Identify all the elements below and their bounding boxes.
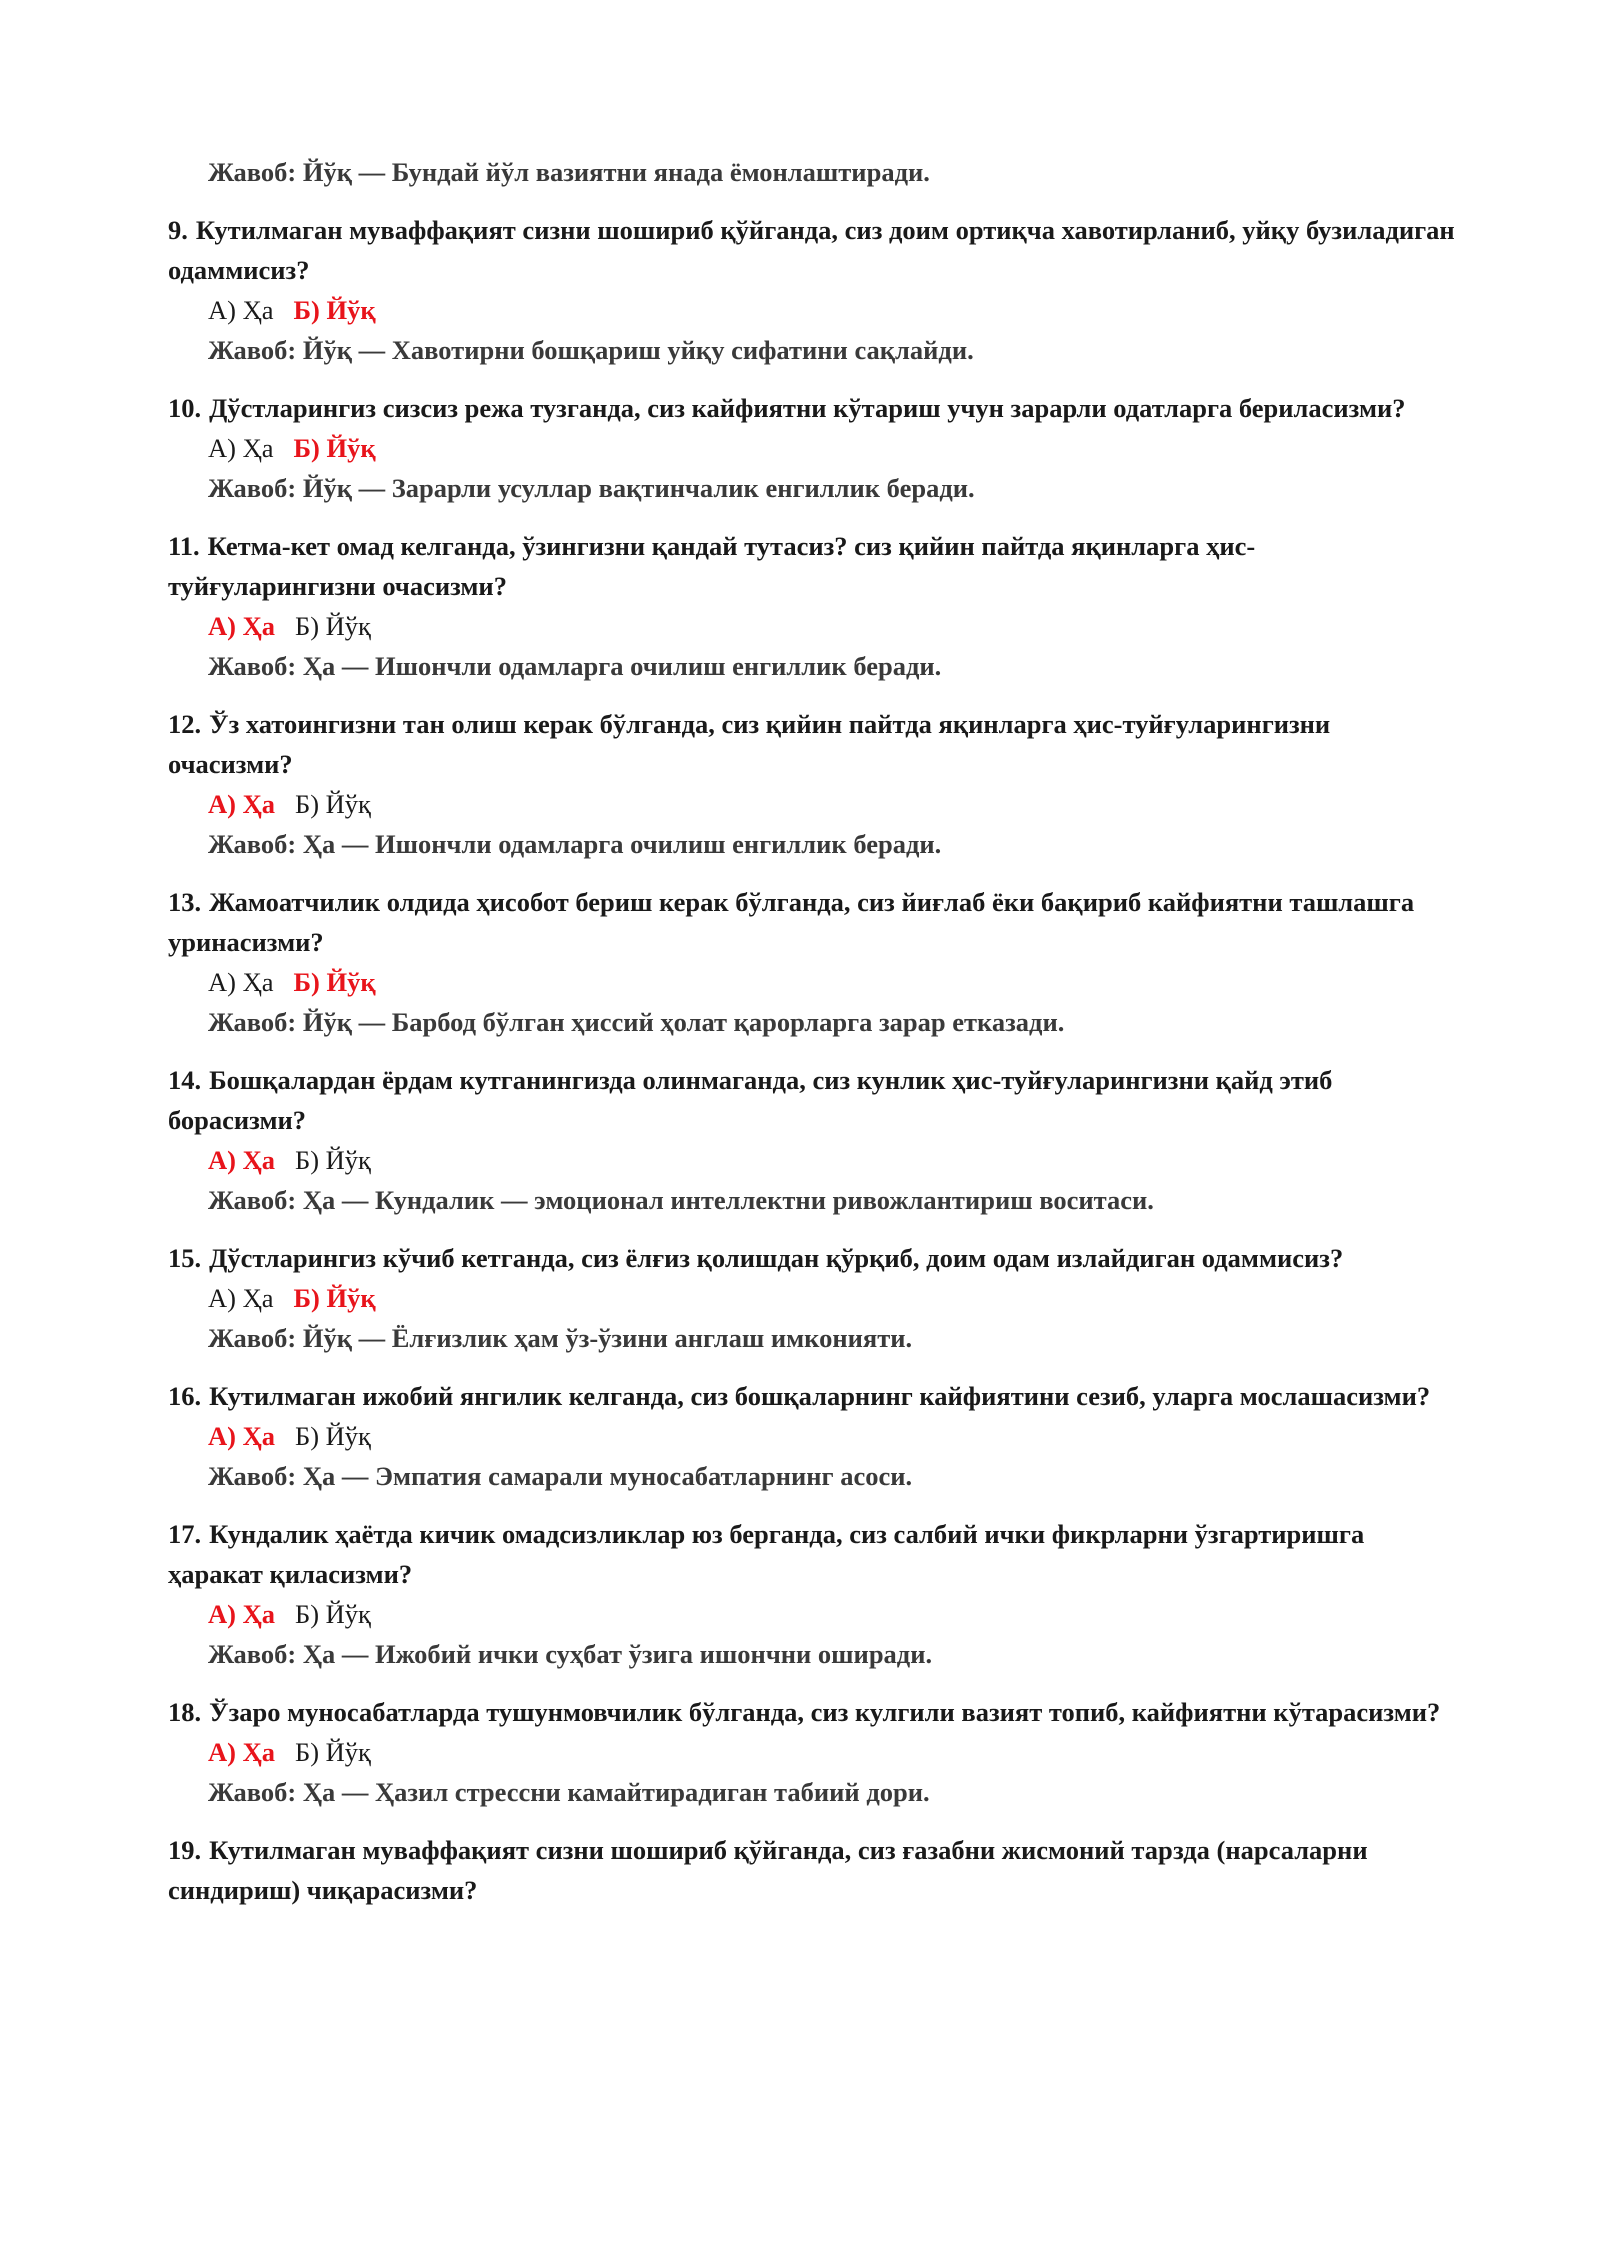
option-a-correct: А) Ҳа: [208, 789, 275, 819]
question-number: 15.: [168, 1243, 202, 1273]
question-number: 9.: [168, 215, 188, 245]
answer-line: Жавоб: Ҳа — Ҳазил стрессни камайтирадиган табиий дори.: [208, 1777, 930, 1807]
answer-line: Жавоб: Йўқ — Бундай йўл вазиятни янада ёмонлаштиради.: [208, 157, 930, 187]
option-a-correct: А) Ҳа: [208, 1421, 275, 1451]
options-row: [168, 606, 1458, 646]
options-row: [168, 1416, 1458, 1456]
question-number: 13.: [168, 887, 202, 917]
option-b: Б) Йўқ: [294, 1145, 371, 1175]
question-block: [168, 526, 1458, 686]
option-b: Б) Йўқ: [294, 1737, 371, 1767]
answer-line: Жавоб: Йўқ — Зарарли усуллар вақтинчалик енгиллик беради.: [208, 473, 975, 503]
question-block: [168, 1376, 1458, 1496]
answer-line: Жавоб: Йўқ — Барбод бўлган ҳиссий ҳолат қарорларга зарар етказади.: [208, 1007, 1065, 1037]
question-number: 16.: [168, 1381, 202, 1411]
question-text: 10. Дўстларингиз сизсиз режа тузганда, сиз кайфиятни кўтариш учун зарарли одатларга бериласизми?: [168, 393, 1406, 423]
option-b: Б) Йўқ: [294, 1599, 371, 1629]
question-block: [168, 1060, 1458, 1220]
question-text: 17. Кундалик ҳаётда кичик омадсизликлар юз берганда, сиз салбий ички фикрларни ўзгартиришга ҳаракат қиласизми?: [168, 1519, 1365, 1589]
question-block: [168, 210, 1458, 370]
question-number: 17.: [168, 1519, 202, 1549]
question-text: 11. Кетма-кет омад келганда, ўзингизни қандай тутасиз? сиз қийин пайтда яқинларга ҳис-туйғуларингизни очасизми?: [168, 531, 1256, 601]
question-number: 14.: [168, 1065, 202, 1095]
option-b-correct: Б) Йўқ: [293, 295, 376, 325]
option-a: А) Ҳа: [208, 1283, 274, 1313]
answer-line: Жавоб: Ҳа — Ишончли одамларга очилиш енгиллик беради.: [208, 829, 942, 859]
answer-line: Жавоб: Йўқ — Хавотирни бошқариш уйқу сифатини сақлайди.: [208, 335, 974, 365]
question-text: 12. Ўз хатоингизни тан олиш керак бўлганда, сиз қийин пайтда яқинларга ҳис-туйғуларингизни очасизми?: [168, 709, 1331, 779]
question-number: 10.: [168, 393, 202, 423]
question-text: 15. Дўстларингиз кўчиб кетганда, сиз ёлғиз қолишдан қўрқиб, доим одам излайдиган одаммисиз?: [168, 1243, 1344, 1273]
option-b-correct: Б) Йўқ: [293, 433, 376, 463]
options-row: [168, 290, 1458, 330]
question-text: 16. Кутилмаган ижобий янгилик келганда, сиз бошқаларнинг кайфиятини сезиб, уларга мослашасизми?: [168, 1381, 1431, 1411]
question-text: 18. Ўзаро муносабатларда тушунмовчилик бўлганда, сиз кулгили вазият топиб, кайфиятни кўтарасизми?: [168, 1697, 1441, 1727]
answer-line: Жавоб: Ҳа — Ишончли одамларга очилиш енгиллик беради.: [208, 651, 942, 681]
option-b: Б) Йўқ: [294, 1421, 371, 1451]
answer-line: Жавоб: Ҳа — Эмпатия самарали муносабатларнинг асоси.: [208, 1461, 913, 1491]
quiz-content: [168, 152, 1458, 1910]
options-row: [168, 962, 1458, 1002]
question-text: 13. Жамоатчилик олдида ҳисобот бериш керак бўлганда, сиз йиғлаб ёки бақириб кайфиятни ташлашга уринасизми?: [168, 887, 1415, 957]
option-a-correct: А) Ҳа: [208, 1145, 275, 1175]
options-row: [168, 1594, 1458, 1634]
question-number: 19.: [168, 1835, 202, 1865]
answer-line: Жавоб: Йўқ — Ёлғизлик ҳам ўз-ўзини англаш имконияти.: [208, 1323, 913, 1353]
option-a: А) Ҳа: [208, 295, 274, 325]
options-row: [168, 1278, 1458, 1318]
option-b-correct: Б) Йўқ: [293, 967, 376, 997]
option-b: Б) Йўқ: [294, 611, 371, 641]
question-block: [168, 1238, 1458, 1358]
question-text: 19. Кутилмаган муваффақият сизни шошириб қўйганда, сиз ғазабни жисмоний тарзда (нарсаларни синдириш) чиқарасизми?: [168, 1835, 1368, 1905]
question-block: [168, 388, 1458, 508]
option-a-correct: А) Ҳа: [208, 611, 275, 641]
question-number: 18.: [168, 1697, 202, 1727]
options-row: [168, 784, 1458, 824]
options-row: [168, 428, 1458, 468]
question-text: 14. Бошқалардан ёрдам кутганингизда олинмаганда, сиз кунлик ҳис-туйғуларингизни қайд этиб борасизми?: [168, 1065, 1333, 1135]
option-a-correct: А) Ҳа: [208, 1599, 275, 1629]
question-block: [168, 704, 1458, 864]
question-block: [168, 1830, 1458, 1910]
option-b-correct: Б) Йўқ: [293, 1283, 376, 1313]
options-row: [168, 1732, 1458, 1772]
question-text: 9. Кутилмаган муваффақият сизни шошириб қўйганда, сиз доим ортиқча хавотирланиб, уйқу бузиладиган одаммисиз?: [168, 215, 1455, 285]
options-row: [168, 1140, 1458, 1180]
option-a: А) Ҳа: [208, 433, 274, 463]
option-a-correct: А) Ҳа: [208, 1737, 275, 1767]
question-block: [168, 882, 1458, 1042]
question-number: 12.: [168, 709, 202, 739]
question-number: 11.: [168, 531, 200, 561]
answer-line: Жавоб: Ҳа — Ижобий ички суҳбат ўзига ишончни оширади.: [208, 1639, 933, 1669]
option-b: Б) Йўқ: [294, 789, 371, 819]
question-block: [168, 1514, 1458, 1674]
option-a: А) Ҳа: [208, 967, 274, 997]
question-block: [168, 1692, 1458, 1812]
answer-line: Жавоб: Ҳа — Кундалик — эмоционал интеллектни ривожлантириш воситаси.: [208, 1185, 1154, 1215]
